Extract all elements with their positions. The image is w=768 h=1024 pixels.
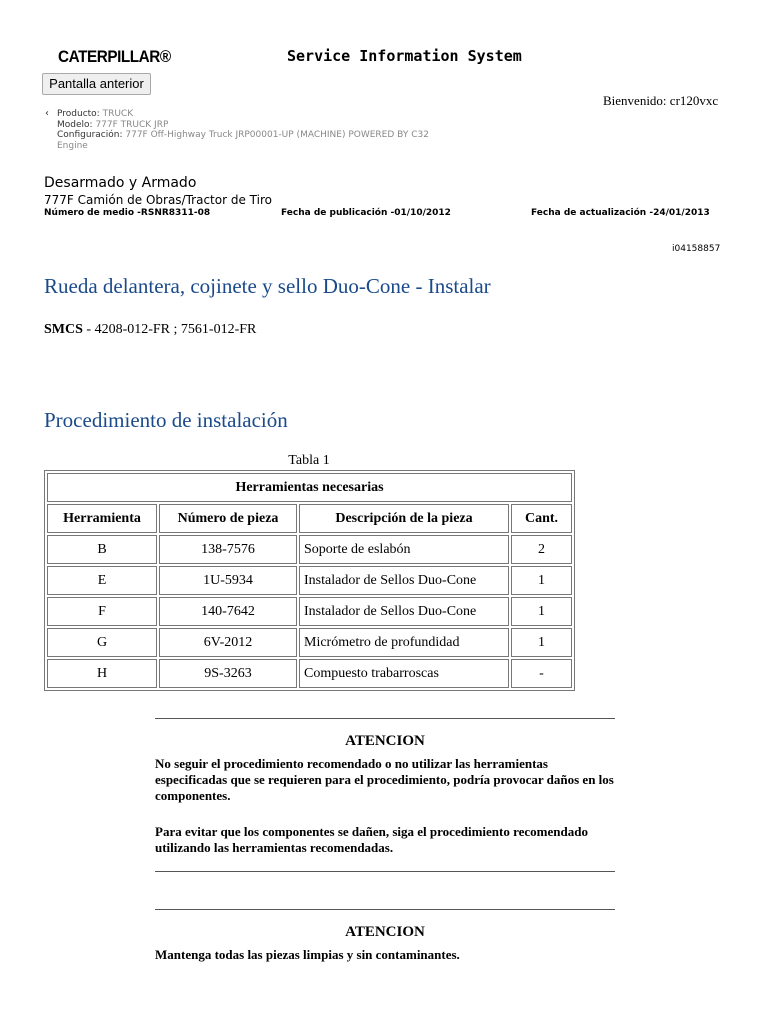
warning-title: ATENCION [345,924,425,940]
table-row [47,628,572,657]
document-type: Desarmado y Armado [44,175,197,191]
table-cell: B [47,535,157,564]
table-cell: Soporte de eslabón [299,535,509,564]
caterpillar-logo: CATERPILLAR® [58,47,171,66]
warning-title: ATENCION [345,733,425,749]
table-cell: 1U-5934 [159,566,297,595]
section-title: Procedimiento de instalación [44,408,288,432]
publication-date: Fecha de publicación -01/10/2012 [281,208,451,218]
warning-text: No seguir el procedimiento recomendado o no utilizar las herramientas especificadas que se requieren para el procedimiento, podría provocar daños en los componentes. [155,756,614,803]
table-cell: 140-7642 [159,597,297,626]
warning-divider [155,909,615,910]
table-cell: - [511,659,572,688]
table-title: Herramientas necesarias [47,473,572,502]
document-model: 777F Camión de Obras/Tractor de Tiro [44,193,272,207]
system-title: Service Information System [287,47,522,65]
table-cell: G [47,628,157,657]
config-value: 777F Off-Highway Truck JRP00001-UP (MACHINE) POWERED BY C32 Engine [57,130,429,151]
column-header: Descripción de la pieza [299,504,509,533]
model-value: 777F TRUCK JRP [95,119,169,130]
warning-text: Mantenga todas las piezas limpias y sin contaminantes. [155,947,460,962]
table-cell: 138-7576 [159,535,297,564]
table-cell: 1 [511,597,572,626]
media-number: Número de medio -RSNR8311-08 [44,208,211,218]
smcs-label: SMCS [44,322,83,337]
table-cell: 6V-2012 [159,628,297,657]
welcome-text: Bienvenido: cr120vxc [603,93,719,108]
config-label: Configuración: [57,130,123,140]
column-header: Cant. [511,504,572,533]
table-cell: 1 [511,566,572,595]
table-cell: F [47,597,157,626]
table-row [47,597,572,626]
table-row [47,535,572,564]
column-header: Número de pieza [159,504,297,533]
table-cell: E [47,566,157,595]
warning-divider [155,718,615,719]
product-info [45,109,437,151]
table-cell: 9S-3263 [159,659,297,688]
table-cell: 1 [511,628,572,657]
page-title: Rueda delantera, cojinete y sello Duo-Cone - Instalar [44,274,491,298]
smcs-value: - 4208-012-FR ; 7561-012-FR [82,322,257,337]
table-cell: Instalador de Sellos Duo-Cone [299,566,509,595]
table-cell: 2 [511,535,572,564]
table-cell: Micrómetro de profundidad [299,628,509,657]
product-label: Producto: [57,109,100,119]
table-row [47,659,572,688]
table-cell: H [47,659,157,688]
product-value: TRUCK [102,109,134,119]
document-id: i04158857 [672,244,721,254]
model-label: Modelo: [57,119,93,130]
warning-text: Para evitar que los componentes se dañen, siga el procedimiento recomendado utilizando las herramientas recomendadas. [155,824,588,855]
table-cell: Instalador de Sellos Duo-Cone [299,597,509,626]
collapse-chevron-icon[interactable]: ‹ [45,108,49,119]
tools-table [44,470,575,691]
table-row [47,566,572,595]
update-date: Fecha de actualización -24/01/2013 [531,208,710,218]
back-button[interactable]: Pantalla anterior [42,73,151,95]
table-cell: Compuesto trabarroscas [299,659,509,688]
table-caption: Tabla 1 [288,453,330,468]
column-header: Herramienta [47,504,157,533]
warning-divider [155,871,615,872]
smcs-codes [44,322,256,338]
